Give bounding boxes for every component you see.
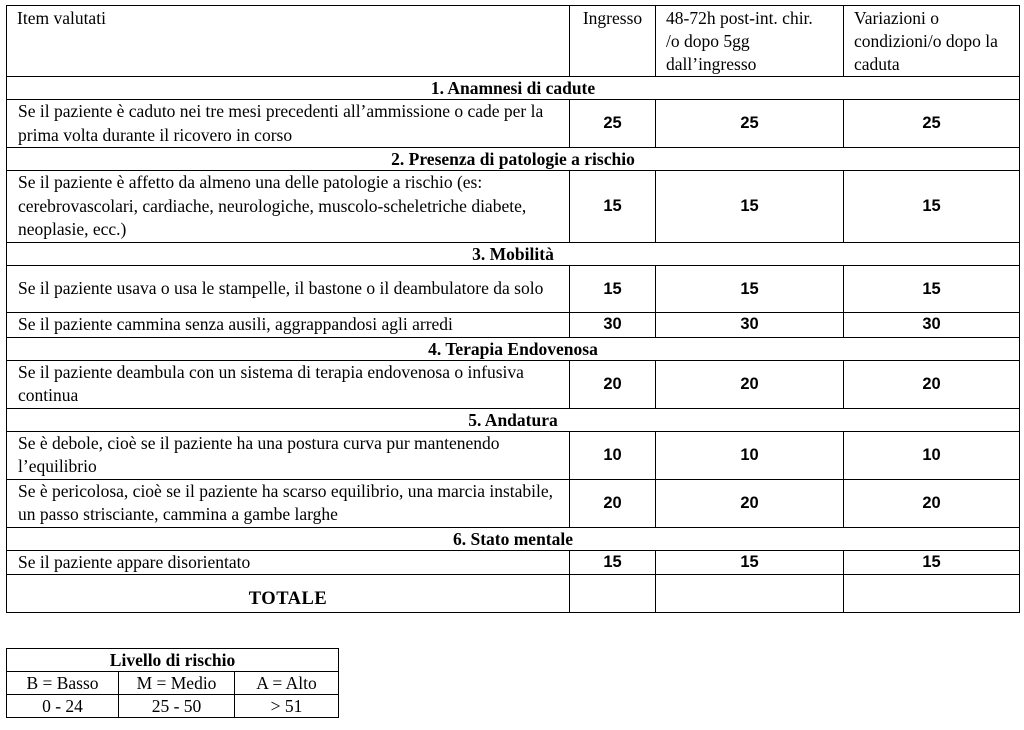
header-ingresso: Ingresso (570, 6, 656, 77)
totale-post-intervento-cell (656, 575, 844, 613)
totale-ingresso-cell (570, 575, 656, 613)
section-title: 1. Anamnesi di cadute (7, 77, 1020, 100)
risk-range-row (7, 695, 339, 718)
table-row (7, 100, 1020, 148)
header-item-valutati: Item valutati (7, 6, 570, 77)
score-post-intervento: 30 (656, 313, 844, 338)
table-row (7, 479, 1020, 527)
score-variazioni: 20 (844, 360, 1020, 408)
score-post-intervento: 25 (656, 100, 844, 148)
table-row (7, 431, 1020, 479)
risk-label-alto: A = Alto (235, 672, 339, 695)
table-row (7, 313, 1020, 338)
score-ingresso: 20 (570, 479, 656, 527)
section-title: 3. Mobilità (7, 243, 1020, 266)
score-post-intervento: 20 (656, 479, 844, 527)
risk-level-legend (6, 648, 339, 718)
risk-label-medio: M = Medio (119, 672, 235, 695)
section-title: 2. Presenza di patologie a rischio (7, 148, 1020, 171)
item-text: Se il paziente cammina senza ausili, aggrappandosi agli arredi (7, 313, 570, 338)
item-text: Se è pericolosa, cioè se il paziente ha scarso equilibrio, una marcia instabile, un passo strisciante, cammina a gambe larghe (7, 479, 570, 527)
risk-title: Livello di rischio (7, 649, 339, 672)
score-variazioni: 15 (844, 266, 1020, 313)
section-row-mobilita (7, 243, 1020, 266)
risk-title-row (7, 649, 339, 672)
score-variazioni: 15 (844, 550, 1020, 575)
score-post-intervento: 15 (656, 550, 844, 575)
header-post-intervento: 48-72h post-int. chir. /o dopo 5gg dall’ingresso (656, 6, 844, 77)
score-post-intervento: 15 (656, 266, 844, 313)
totale-row (7, 575, 1020, 613)
score-post-intervento: 10 (656, 431, 844, 479)
section-row-andatura (7, 408, 1020, 431)
fall-risk-assessment-table (6, 5, 1020, 613)
totale-variazioni-cell (844, 575, 1020, 613)
risk-label-row (7, 672, 339, 695)
score-ingresso: 15 (570, 266, 656, 313)
score-ingresso: 15 (570, 171, 656, 243)
table-row (7, 171, 1020, 243)
score-variazioni: 30 (844, 313, 1020, 338)
section-row-anamnesi (7, 77, 1020, 100)
item-text: Se è debole, cioè se il paziente ha una postura curva pur mantenendo l’equilibrio (7, 431, 570, 479)
risk-range-medio: 25 - 50 (119, 695, 235, 718)
score-variazioni: 15 (844, 171, 1020, 243)
header-row (7, 6, 1020, 77)
risk-range-basso: 0 - 24 (7, 695, 119, 718)
item-text: Se il paziente è caduto nei tre mesi precedenti all’ammissione o cade per la prima volta durante il ricovero in corso (7, 100, 570, 148)
totale-label: TOTALE (7, 575, 570, 613)
score-ingresso: 25 (570, 100, 656, 148)
section-row-stato-mentale (7, 527, 1020, 550)
risk-range-alto: > 51 (235, 695, 339, 718)
score-variazioni: 20 (844, 479, 1020, 527)
table-row (7, 266, 1020, 313)
section-row-terapia (7, 337, 1020, 360)
item-text: Se il paziente è affetto da almeno una delle patologie a rischio (es: cerebrovascolari, cardiache, neurologiche, muscolo-scheletriche diabete, neoplasie, ecc.) (7, 171, 570, 243)
header-variazioni: Variazioni o condizioni/o dopo la caduta (844, 6, 1020, 77)
item-text: Se il paziente appare disorientato (7, 550, 570, 575)
item-text: Se il paziente usava o usa le stampelle, il bastone o il deambulatore da solo (7, 266, 570, 313)
score-post-intervento: 20 (656, 360, 844, 408)
score-post-intervento: 15 (656, 171, 844, 243)
table-row (7, 360, 1020, 408)
section-title: 6. Stato mentale (7, 527, 1020, 550)
section-row-patologie (7, 148, 1020, 171)
score-variazioni: 10 (844, 431, 1020, 479)
score-ingresso: 10 (570, 431, 656, 479)
section-title: 5. Andatura (7, 408, 1020, 431)
score-ingresso: 20 (570, 360, 656, 408)
table-row (7, 550, 1020, 575)
score-ingresso: 15 (570, 550, 656, 575)
risk-label-basso: B = Basso (7, 672, 119, 695)
score-variazioni: 25 (844, 100, 1020, 148)
score-ingresso: 30 (570, 313, 656, 338)
item-text: Se il paziente deambula con un sistema di terapia endovenosa o infusiva continua (7, 360, 570, 408)
section-title: 4. Terapia Endovenosa (7, 337, 1020, 360)
